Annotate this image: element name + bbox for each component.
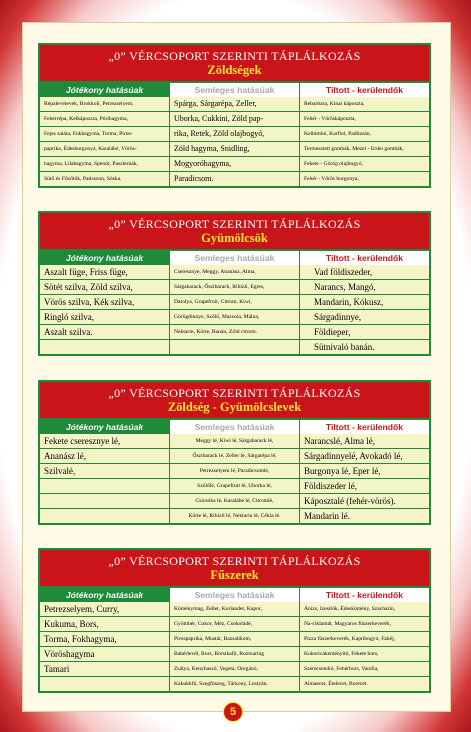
section-header (40, 550, 429, 588)
list-item: Csicsóka lé, Karalábé lé, Citromlé, (170, 494, 299, 509)
list-item (40, 479, 169, 494)
list-item: paprika, Édesburgonya, Karalábé, Vörös- (40, 142, 169, 157)
header-good: Jótékony hatásúak (40, 588, 169, 602)
list-item: Fekete cseresznye lé, (40, 434, 169, 449)
list-item (170, 340, 299, 354)
list-item: Pirospaprika, Mustár, Bazsalikom, (170, 632, 299, 647)
column-neutral (169, 434, 300, 523)
section-title: „0” VÉRCSOPORT SZERINTI TÁPLÁLKOZÁS (108, 386, 361, 400)
section-subtitle: Gyümölcsök (201, 231, 268, 245)
section-body (40, 434, 429, 523)
list-item: Tamari (40, 662, 169, 677)
column-bad (300, 265, 429, 354)
column-headers (40, 83, 429, 97)
list-item: Torma, Fokhagyma, (40, 632, 169, 647)
list-item: Sütő és Főzőtök, Patisszon, Sóska. (44, 176, 122, 182)
list-item: Babérlevél, Bors, Borsikafű, Rozmaring (170, 647, 299, 662)
list-item: Narancs, Mangó, (300, 280, 429, 295)
column-good (40, 602, 169, 691)
column-neutral (169, 97, 300, 186)
list-item: Meggy lé, Kiwi lé, Sárgabarack lé, (170, 434, 299, 449)
column-headers (40, 420, 429, 434)
header-neutral: Semleges hatásúak (169, 420, 300, 434)
header-neutral: Semleges hatásúak (169, 251, 300, 265)
list-item: Ánizs, Izesítők, Édeskömény, Szacharin, (300, 602, 429, 617)
list-item: Aszalt füge, Friss füge, (40, 265, 169, 280)
section-header (40, 382, 429, 420)
page-number-badge: 5 (223, 702, 243, 722)
section-zoldsegek (38, 43, 431, 188)
section-subtitle: Fűszerek (210, 568, 259, 582)
list-item (40, 677, 169, 691)
list-item: Petrezselyem lé, Paradicsomlé, (170, 464, 299, 479)
header-bad: Tiltott - kerülendők (300, 588, 429, 602)
list-item: Földieper, (300, 325, 429, 340)
list-item: Fekete - Görög olajbogyó, (300, 157, 429, 172)
list-item: Vad földiszeder, (300, 265, 429, 280)
list-item: Fejes saláta, Fokhagyma, Torma, Piros- (40, 127, 169, 142)
header-neutral: Semleges hatásúak (169, 83, 300, 97)
list-item: Mandarin lé. (304, 511, 350, 521)
column-neutral (169, 265, 300, 354)
section-zoldseg-gyumolcslevek (38, 380, 431, 525)
header-good: Jótékony hatásúak (40, 83, 169, 97)
list-item: Na-ciklamát, Magyaros fűszerkeverék, (300, 617, 429, 632)
column-headers (40, 588, 429, 602)
list-item: Aszalt szilva. (40, 325, 169, 340)
list-item: Körte lé, Ribizli lé, Nektarin lé, Cékla lé. (188, 513, 281, 519)
list-item: Sárgadinnyelé, Avokadó lé, (300, 449, 429, 464)
list-item (40, 509, 169, 523)
section-header (40, 45, 429, 83)
list-item: Őszibarack lé, Zeller lé, Sárgarépa lé, (170, 449, 299, 464)
list-item: Nektarin, Körte, Banán, Zöld citrom. (170, 325, 299, 340)
header-good: Jótékony hatásúak (40, 251, 169, 265)
list-item (40, 494, 169, 509)
list-item: Termesztett gombák, Mezei - Erdei gombák, (300, 142, 429, 157)
list-item: Köménymag, Zeller, Koriander, Kapor, (170, 602, 299, 617)
list-item: Kelbimbó, Karfiol, Padlizsán, (300, 127, 429, 142)
list-item: Zsálya, Kenyhaszó, Vegeta, Oregánó, (170, 662, 299, 677)
list-item: Fehérrépa, Kelkáposzta, Pórihagyma, (40, 112, 169, 127)
section-body (40, 602, 429, 691)
list-item: Kakukkfű, Szegfűszeg, Tárkony, Lestyán. (174, 681, 268, 687)
list-item: Rebarbara, Kínai káposzta, (300, 97, 429, 112)
list-item: hagyma, Lilahagyma, Spenót, Paszternák, (40, 157, 169, 172)
list-item: Vörös szilva, Kék szilva, (40, 295, 169, 310)
list-item: Földiszeder lé, (300, 479, 429, 494)
column-headers (40, 251, 429, 265)
list-item: Fehér - Vöröskáposzta, (300, 112, 429, 127)
column-bad (300, 434, 429, 523)
section-fuszerek (38, 548, 431, 693)
list-item: Fehér - Vörös burgonya, (304, 176, 359, 182)
list-item: Szőlőlé, Grapefruit lé, Uborka lé, (170, 479, 299, 494)
column-bad (300, 97, 429, 186)
section-title: „0” VÉRCSOPORT SZERINTI TÁPLÁLKOZÁS (108, 554, 361, 568)
list-item: Répalevelevek, Brokkoli, Petrezselyem, (40, 97, 169, 112)
list-item: Görögdinnye, Szőlő, Mazsola, Málna, (170, 310, 299, 325)
section-header (40, 213, 429, 251)
section-subtitle: Zöldség - Gyümölcslevek (167, 400, 302, 414)
header-bad: Tiltott - kerülendők (300, 83, 429, 97)
list-item: rika, Retek, Zöld olajbogyó, (170, 127, 299, 142)
section-subtitle: Zöldségek (207, 63, 262, 77)
list-item: Spárga, Sárgarépa, Zeller, (170, 97, 299, 112)
list-item: Káposztalé (fehér-vörös). (300, 494, 429, 509)
header-good: Jótékony hatásúak (40, 420, 169, 434)
section-title: „0” VÉRCSOPORT SZERINTI TÁPLÁLKOZÁS (108, 217, 361, 231)
section-title: „0” VÉRCSOPORT SZERINTI TÁPLÁLKOZÁS (108, 49, 361, 63)
list-item: Zöld hagyma, Snidling, (170, 142, 299, 157)
list-item: Ringló szilva, (40, 310, 169, 325)
list-item: Datolya, Grapefruit, Citrom, Kiwi, (170, 295, 299, 310)
section-gyumolcsok (38, 211, 431, 356)
header-bad: Tiltott - kerülendők (300, 420, 429, 434)
list-item: Cseresznye, Meggy, Ananász, Alma, (170, 265, 299, 280)
header-bad: Tiltott - kerülendők (300, 251, 429, 265)
list-item: Uborka, Cukkini, Zöld pap- (170, 112, 299, 127)
header-neutral: Semleges hatásúak (169, 588, 300, 602)
list-item: Almaecet, Ételecet, Borecet. (304, 681, 368, 687)
list-item: Sötét szilva, Zöld szilva, (40, 280, 169, 295)
list-item: Kukoricakeményítő, Fekete bors, (300, 647, 429, 662)
list-item: Mogyoróhagyma, (170, 157, 299, 172)
list-item (40, 340, 169, 354)
list-item: Burgonya lé, Eper lé, (300, 464, 429, 479)
list-item: Szilvalé, (40, 464, 169, 479)
column-bad (300, 602, 429, 691)
list-item: Sárgadinnye, (300, 310, 429, 325)
column-neutral (169, 602, 300, 691)
column-good (40, 434, 169, 523)
list-item: Narancslé, Alma lé, (300, 434, 429, 449)
list-item: Ananász lé, (40, 449, 169, 464)
column-good (40, 265, 169, 354)
section-body (40, 97, 429, 186)
list-item: Gyömbér, Cukor, Méz, Csokoládé, (170, 617, 299, 632)
list-item: Paradicsom. (174, 174, 214, 183)
list-item: Pizza fűszerkeverék, Kapribogyó, Fahéj, (300, 632, 429, 647)
list-item: Sütnivaló banán. (314, 342, 375, 352)
list-item: Szerecsendió, Fehérbors, Vanília, (300, 662, 429, 677)
list-item: Vöröshagyma (40, 647, 169, 662)
list-item: Kukuma, Bors, (40, 617, 169, 632)
list-item: Mandarin, Kókusz, (300, 295, 429, 310)
column-good (40, 97, 169, 186)
section-body (40, 265, 429, 354)
list-item: Petrezselyem, Curry, (40, 602, 169, 617)
list-item: Sárgabarack, Őszibarack, Ribizli, Egres, (170, 280, 299, 295)
